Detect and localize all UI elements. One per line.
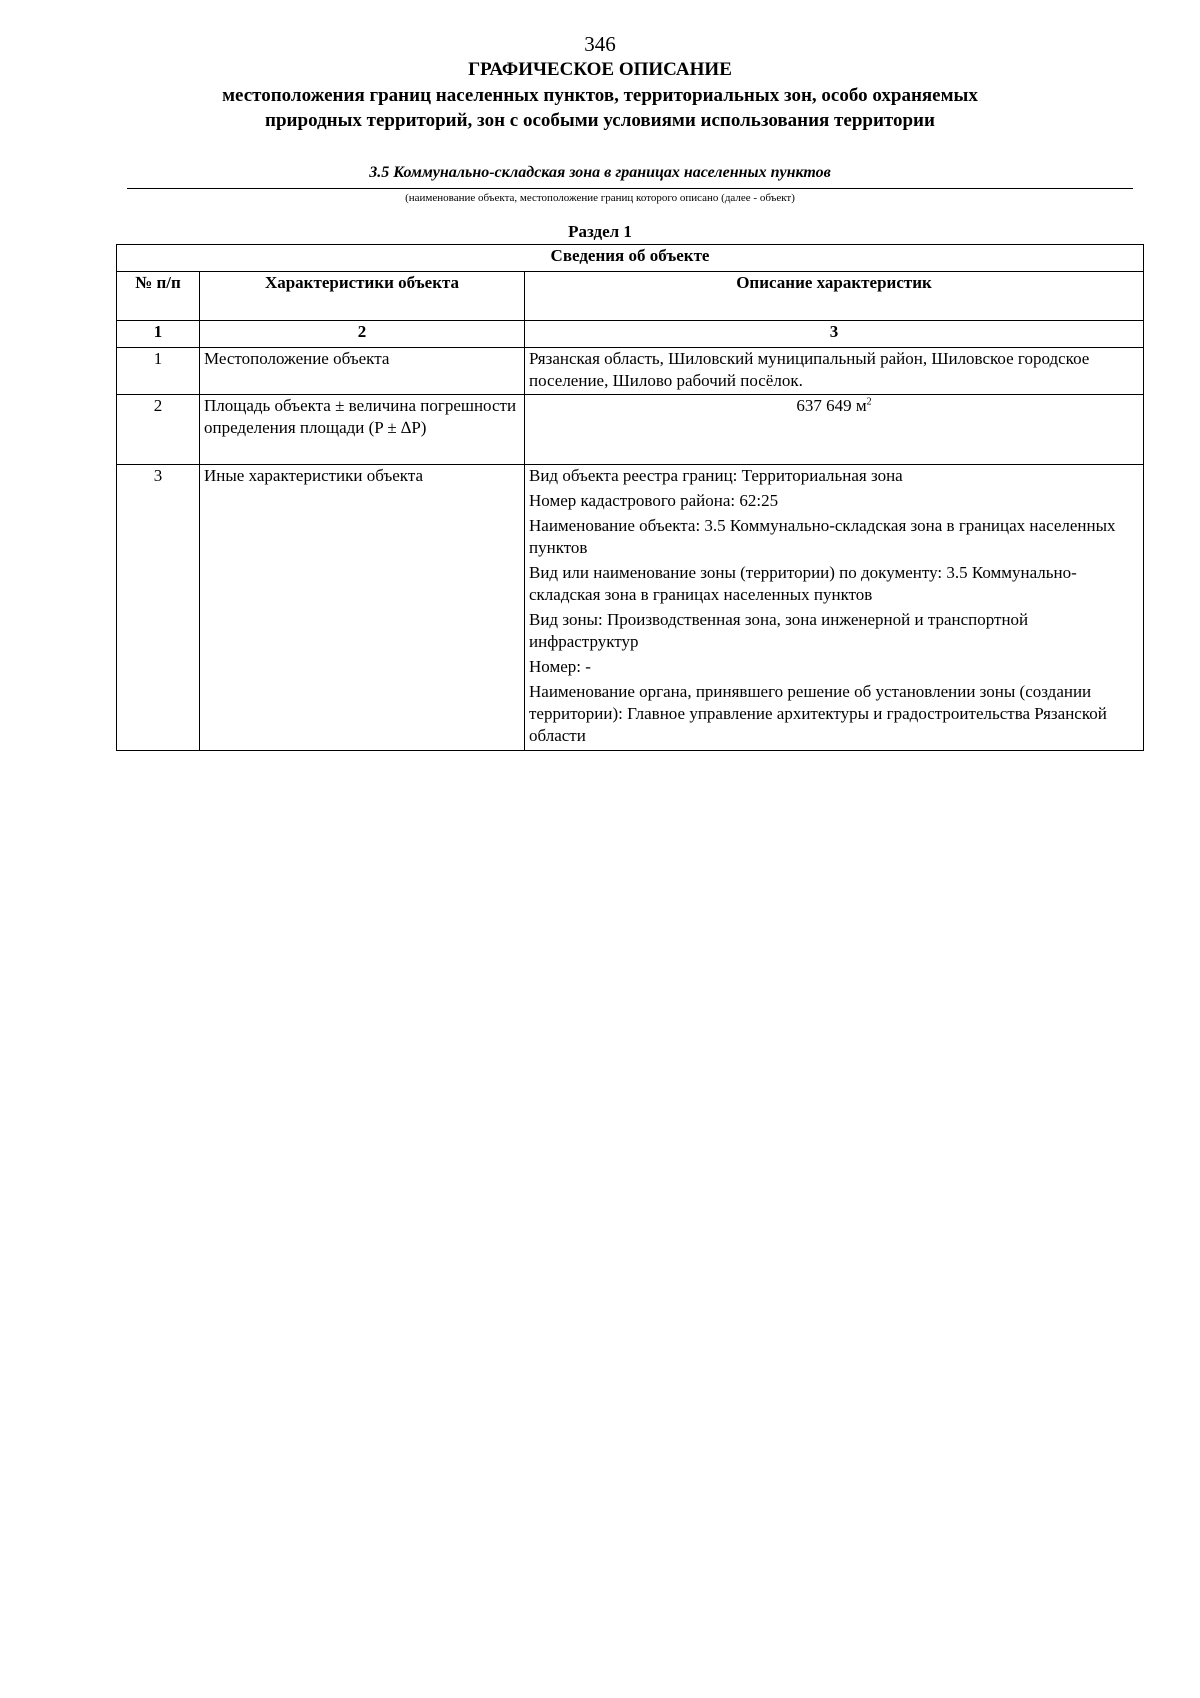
detail-line: Номер: - bbox=[529, 657, 591, 676]
table-caption-row bbox=[117, 245, 1144, 272]
table-index-row bbox=[117, 321, 1144, 348]
table-row bbox=[117, 395, 1144, 465]
column-index: 1 bbox=[117, 321, 200, 348]
column-index: 2 bbox=[200, 321, 525, 348]
column-header-num: № п/п bbox=[117, 272, 200, 321]
table-row bbox=[117, 348, 1144, 395]
column-header-characteristics: Характеристики объекта bbox=[200, 272, 525, 321]
row-details bbox=[525, 465, 1144, 751]
row-characteristic: Иные характеристики объекта bbox=[200, 465, 525, 751]
detail-line: Вид зоны: Производственная зона, зона инженерной и транспортной инфраструктур bbox=[529, 610, 1029, 651]
object-info-table bbox=[116, 244, 1144, 751]
detail-line: Наименование объекта: 3.5 Коммунально-складская зона в границах населенных пунктов bbox=[529, 516, 1116, 557]
row-number: 2 bbox=[117, 395, 200, 465]
row-characteristic: Местоположение объекта bbox=[200, 348, 525, 395]
detail-line: Наименование органа, принявшего решение об установлении зоны (создании территории): Главное управление архитектуры и градостроительства Рязанской области bbox=[529, 682, 1107, 745]
table-row bbox=[117, 465, 1144, 751]
table-header-row bbox=[117, 272, 1144, 321]
row-number: 3 bbox=[117, 465, 200, 751]
object-name: 3.5 Коммунально-складская зона в границах населенных пунктов bbox=[369, 164, 831, 181]
detail-line: Вид объекта реестра границ: Территориальная зона bbox=[529, 466, 903, 485]
row-description: Рязанская область, Шиловский муниципальный район, Шиловское городское поселение, Шилово рабочий посёлок. bbox=[525, 348, 1144, 395]
area-unit-power: 2 bbox=[866, 396, 872, 408]
column-header-description: Описание характеристик bbox=[525, 272, 1144, 321]
section-title: Раздел 1 bbox=[568, 222, 632, 241]
row-area-value bbox=[525, 395, 1144, 465]
row-number: 1 bbox=[117, 348, 200, 395]
object-name-underline bbox=[127, 188, 1133, 189]
document-title: ГРАФИЧЕСКОЕ ОПИСАНИЕ bbox=[468, 59, 732, 80]
table-caption: Сведения об объекте bbox=[117, 245, 1144, 272]
document-subtitle: местоположения границ населенных пунктов, территориальных зон, особо охраняемых природных территорий, зон с особыми условиями использования территории bbox=[222, 85, 978, 131]
detail-line: Номер кадастрового района: 62:25 bbox=[529, 491, 779, 510]
detail-line: Вид или наименование зоны (территории) по документу: 3.5 Коммунально-складская зона в границах населенных пунктов bbox=[529, 563, 1077, 604]
object-name-caption: (наименование объекта, местоположение границ которого описано (далее - объект) bbox=[405, 192, 795, 204]
area-value: 637 649 м bbox=[796, 396, 867, 415]
column-index: 3 bbox=[525, 321, 1144, 348]
page-number: 346 bbox=[584, 32, 616, 56]
row-characteristic: Площадь объекта ± величина погрешности определения площади (P ± ∆P) bbox=[200, 395, 525, 465]
